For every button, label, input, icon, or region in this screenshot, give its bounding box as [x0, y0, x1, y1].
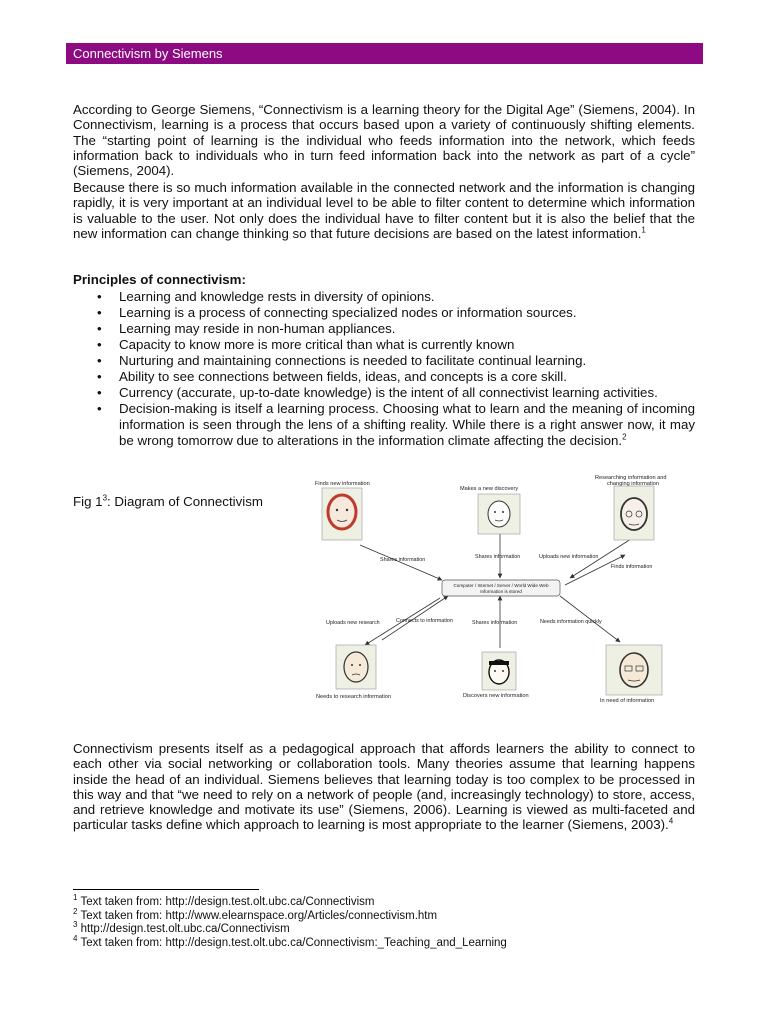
- edge-label-shares-bottom: Shares information: [472, 620, 518, 626]
- node-top-mid: [478, 494, 520, 534]
- intro-paragraph-1: [73, 102, 695, 178]
- label-top-mid: Makes a new discovery: [460, 486, 519, 492]
- footnote-text: Text taken from: http://design.test.olt.ubc.ca/Connectivism:_Teaching_and_Learning: [77, 936, 507, 949]
- intro-p2-text: Because there is so much information available in the connected network and the information is changing rapidly, it is very important at an individual level to be able to filter content to determine which information is valuable to the user. Not only does the individual have to filter content but it is also the belief that the new information can change thinking so that future decisions are based on the latest information.: [73, 180, 695, 241]
- node-top-left: [322, 488, 362, 540]
- label-top-left: Finds new information: [315, 481, 370, 487]
- connectivism-diagram: [300, 470, 700, 715]
- edge-label-uploads-research: Uploads new research: [326, 620, 380, 626]
- node-bottom-mid: [482, 652, 516, 690]
- edge-label-connects: Connects to information: [396, 618, 453, 624]
- principle-text: Learning may reside in non-human appliances.: [119, 321, 396, 336]
- footnote-ref-4: 4: [668, 817, 674, 827]
- body-paragraph: [73, 741, 695, 833]
- center-node-line1: Computer / Internet / Server / World Wide Web: [453, 583, 549, 588]
- caption-prefix: Fig 1: [73, 494, 103, 509]
- principle-item: [97, 289, 695, 305]
- footnote-text: Text taken from: http://www.elearnspace.org/Articles/connectivism.htm: [77, 909, 438, 922]
- footnote-text: Text taken from: http://design.test.olt.ubc.ca/Connectivism: [77, 896, 375, 908]
- principle-text: Ability to see connections between fields, ideas, and concepts is a core skill.: [119, 369, 567, 384]
- footnote-number: 1: [73, 893, 78, 903]
- footnotes-list: [73, 893, 507, 950]
- footnote-ref-1: 1: [641, 225, 646, 235]
- principle-text: Currency (accurate, up-to-date knowledge) is the intent of all connectivist learning activities.: [119, 385, 658, 400]
- footnote-ref-2: 2: [622, 432, 627, 442]
- caption-suffix: : Diagram of Connectivism: [107, 494, 263, 509]
- label-top-right-1: Researching information and: [595, 475, 667, 481]
- header-bar: [66, 43, 703, 64]
- footnote-item: [73, 893, 507, 910]
- node-bottom-left: [336, 645, 376, 689]
- footnote-item: [73, 906, 507, 924]
- footnote-divider: [73, 889, 259, 890]
- principle-text: Decision-making is itself a learning process. Choosing what to learn and the meaning of incoming information is seen through the lens of a shifting reality. While there is a right answer now, it may be wrong tomorrow due to alterations in the information climate affecting the decision.: [119, 401, 695, 448]
- principle-item: [97, 305, 695, 321]
- principle-item: [97, 385, 695, 401]
- principle-item: [97, 337, 695, 353]
- footnote-text: http://design.test.olt.ubc.ca/Connectivism: [77, 923, 290, 935]
- edge-label-uploads-top: Uploads new information: [539, 554, 599, 560]
- footnote-ref-3: 3: [102, 493, 108, 503]
- footnote-item: [73, 933, 507, 951]
- footnote-number: 2: [73, 906, 78, 916]
- principle-item: [97, 369, 695, 385]
- principle-item: [97, 401, 695, 449]
- label-bottom-left: Needs to research information: [316, 694, 391, 700]
- node-bottom-right: [606, 645, 662, 695]
- intro-paragraph-2: [73, 180, 695, 241]
- center-node-line2: Information is stored: [480, 589, 522, 594]
- footnote-number: 3: [73, 920, 78, 930]
- footnote-number: 4: [73, 933, 78, 943]
- principle-text: Capacity to know more is more critical than what is currently known: [119, 337, 515, 352]
- principles-heading: Principles of connectivism:: [73, 272, 246, 287]
- header-title: Connectivism by Siemens: [73, 46, 223, 61]
- edge-label-needs-quickly: Needs information quickly: [540, 619, 602, 625]
- principle-text: Learning and knowledge rests in diversity of opinions.: [119, 289, 435, 304]
- principle-item: [97, 353, 695, 369]
- label-top-right-2: changing information: [607, 481, 659, 487]
- label-bottom-right: In need of information: [600, 698, 655, 704]
- footnote-item: [73, 920, 507, 937]
- body-text: Connectivism presents itself as a pedagogical approach that affords learners the ability to connect to each other via social networking or collaboration tools. Many theories assume that learning happens inside the head of an individual. Siemens believes that learning today is too complex to be processed in this way and that “we need to rely on a network of people (and, increasingly technology) to store, access, and retrieve knowledge and motivate its use” (Siemens, 2006). Learning is viewed as multi-faceted and particular tasks define which approach to learning is most appropriate to the learner (Siemens, 2003).: [73, 741, 695, 833]
- principle-text: Nurturing and maintaining connections is needed to facilitate continual learning.: [119, 353, 587, 368]
- label-bottom-mid: Discovers new information: [463, 693, 529, 699]
- principles-list: [97, 289, 695, 449]
- intro-p1-text: According to George Siemens, “Connectivism is a learning theory for the Digital Age” (Siemens, 2004). In Connectivism, learning is a process that occurs based upon a variety of continuously shifting elements. The “starting point of learning is the individual who feeds information into the network, which feeds information back to individuals who in turn feed information back into the network as part of a cycle” (Siemens, 2004).: [73, 102, 695, 179]
- edge-label-shares-top: Shares information: [475, 554, 521, 560]
- figure-caption: [73, 494, 263, 509]
- principle-text: Learning is a process of connecting specialized nodes or information sources.: [119, 305, 577, 320]
- principle-item: [97, 321, 695, 337]
- edge-label-finds: Finds information: [611, 564, 653, 570]
- edge-label-shares-left: Shares information: [380, 557, 426, 563]
- node-top-right: [614, 486, 654, 540]
